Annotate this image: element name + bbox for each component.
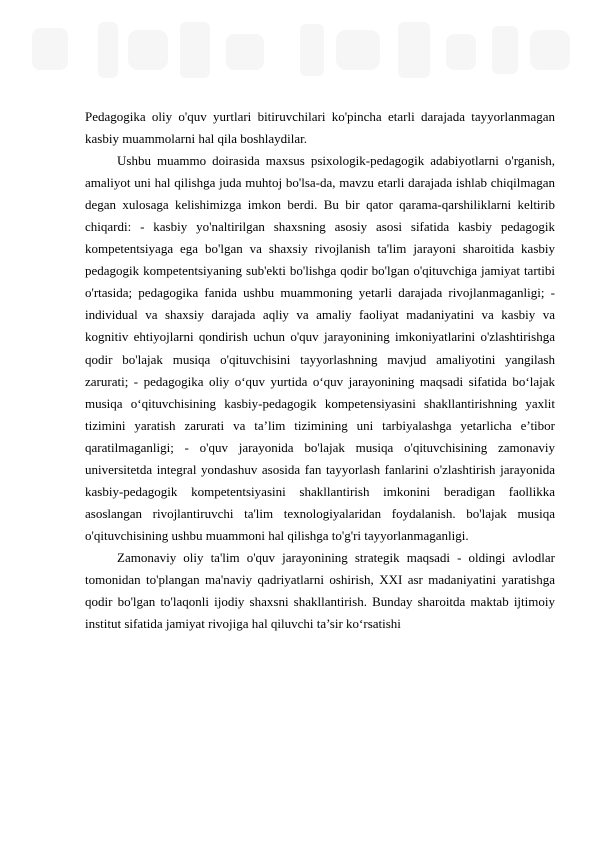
paragraph-3: Zamonaviy oliy ta'lim o'quv jarayonining strategik maqsadi - oldingi avlodlar tomonidan to'plangan ma'naviy qadriyatlarni oshirish, XXI asr madaniyatini yaratishga qodir bo'lgan to'laqonli ijodiy shaxsni shakllantirish. Bunday sharoitda maktab ijtimoiy institut sifatida jamiyat rivojiga hal qiluvchi ta’sir ko‘rsatishi (85, 549, 555, 632)
paragraph-1: Pedagogika oliy o'quv yurtlari bitiruvchilari ko'pincha etarli darajada tayyorlanmagan kasbiy muammolarni hal qila boshlaydilar. (85, 109, 555, 147)
watermark-logo (0, 0, 595, 100)
paragraph-2: Ushbu muammo doirasida maxsus psixologik-pedagogik adabiyotlarni o'rganish, amaliyot uni hal qilishga juda muhtoj bo'lsa-da, mavzu etarli darajada ishlab chiqilmagan degan xulosaga kelishimizga imkon berdi. Bu bir qator qarama-qarshiliklarni keltirib chiqardi: - kasbiy yo'naltirilgan shaxsning asosiy asosi sifatida kasbiy pedagogik kompetentsiyaga ega bo'lgan va shaxsiy rivojlanish ta'lim jarayoni sharoitida kasbiy pedagogik kompetentsiyaning sub'ekti bo'lishga qodir bo'lgan o'qituvchiga jamiyat tartibi o'rtasida; pedagogika fanida ushbu muammoning yetarli darajada rivojlanmaganligi; -individual va shaxsiy darajada aqliy va amaliy faoliyat madaniyatini va kasbiy va kognitiv ehtiyojlarni qondirish uchun o'quv jarayonining imkoniyatlarini o'zlashtirishga qodir bo'lajak musiqa o'qituvchisini tayyorlashning mavjud amaliyotini yangilash zarurati; - pedagogika oliy o‘quv yurtida o‘quv jarayonining maqsadi sifatida bo‘lajak musiqa o‘qituvchisining kasbiy-pedagogik kompetensiyasini shakllantirishning yaxlit tizimini yaratish zarurati va ta’lim tizimining uni tarbiyalashga yetarlicha e’tibor qaratilmaganligi; - o'quv jarayonida bo'lajak musiqa o'qituvchisining zamonaviy universitetda integral yondashuv asosida fan tayyorlash fanlarini o'zlashtirish jarayonida kasbiy-pedagogik kompetentsiyasini shakllantirish imkonini beradigan faollikka asoslangan rivojlantiruvchi ta'lim texnologiyalaridan foydalanish. bo'lajak musiqa o'qituvchisining ushbu muammoni hal qilishga to'g'ri tayyorlanmaganligi. (85, 153, 555, 543)
document-body (85, 106, 555, 635)
